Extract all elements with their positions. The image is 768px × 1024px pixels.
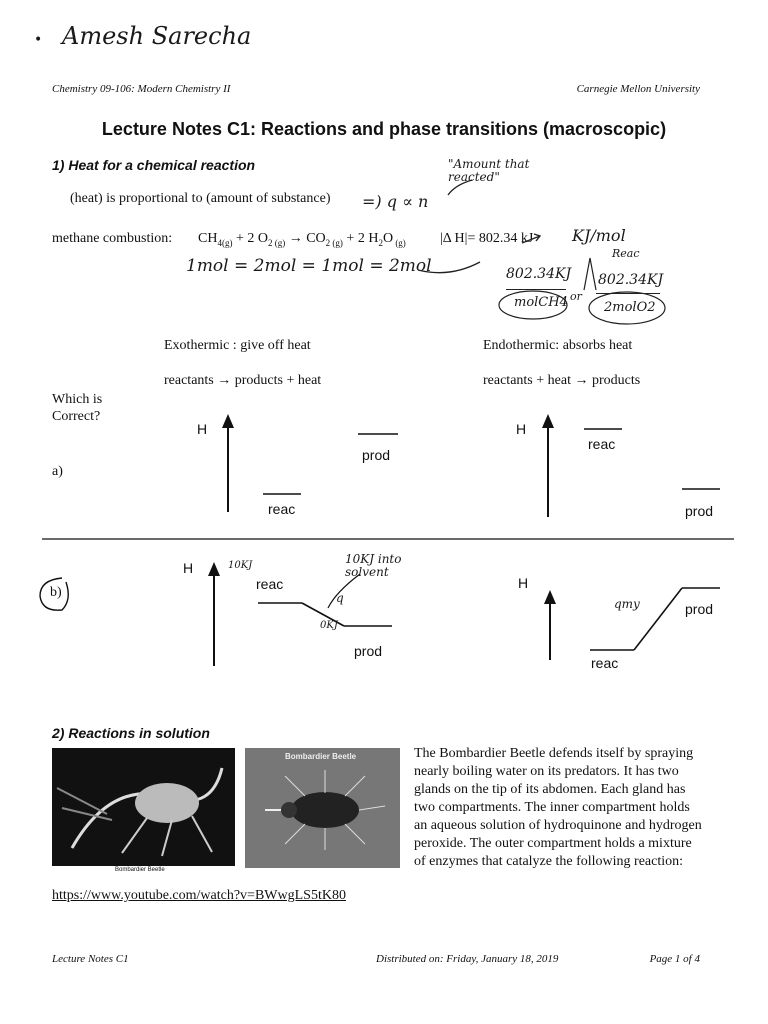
exothermic-definition: Exothermic : give off heat — [164, 338, 311, 353]
diagram-b-left-prod-label: prod — [354, 643, 383, 659]
handwritten-mole-ratio: 1mol = 2mol = 1mol = 2mol — [186, 256, 432, 276]
handwritten-signature: Amesh Sarecha — [62, 22, 252, 50]
proportional-statement: (heat) is proportional to (amount of substance) — [70, 191, 331, 206]
youtube-link[interactable]: https://www.youtube.com/watch?v=BWwgLS5tK80 — [52, 888, 346, 903]
diagram-a-left-reac-label: reac — [268, 501, 296, 517]
beetle-photo — [52, 748, 235, 866]
section-heading-heat: 1) Heat for a chemical reaction — [52, 157, 256, 173]
option-b-label: b) — [50, 585, 62, 600]
footer-page-number: Page 1 of 4 — [649, 953, 700, 965]
exothermic-equation: reactants → products + heat — [164, 373, 322, 388]
university-header: Carnegie Mellon University — [576, 83, 700, 95]
beetle-photo-caption: Bombardier Beetle — [115, 867, 165, 873]
endothermic-equation: reactants + heat → products — [483, 373, 641, 388]
which-is-correct: Which is Correct? — [52, 392, 103, 424]
delta-h-value: |Δ H|= 802.34 kJ — [440, 231, 534, 246]
diagram-a-left-h-axis: H — [197, 421, 208, 437]
pen-mark: • — [34, 32, 43, 48]
beetle-diagram — [245, 748, 400, 868]
handwritten-fraction-1-numerator: 802.34KJ — [506, 266, 572, 282]
handwritten-kj-per-mol: KJ/mol — [572, 226, 626, 245]
diagram-b-right-h-axis: H — [518, 575, 529, 591]
endothermic-definition: Endothermic: absorbs heat — [483, 338, 633, 353]
page-title: Lecture Notes C1: Reactions and phase transitions (macroscopic) — [101, 119, 667, 139]
footer-left: Lecture Notes C1 — [52, 953, 129, 965]
handwritten-fraction-2-denominator: 2molO2 — [604, 300, 656, 315]
option-a-label: a) — [52, 464, 63, 479]
diagram-a-left-prod-label: prod — [362, 447, 391, 463]
diagram-b-right-q-note: qmy — [614, 597, 640, 611]
section-heading-solution: 2) Reactions in solution — [52, 725, 210, 741]
diagram-a-right-reac-label: reac — [588, 436, 616, 452]
beetle-photo-illustration — [52, 748, 235, 866]
handwritten-or: or — [570, 290, 582, 303]
handwritten-reac: Reac — [612, 247, 640, 260]
handwritten-q-proportional-n: =) q ∝ n — [362, 192, 429, 211]
beetle-paragraph: The Bombardier Beetle defends itself by spraying nearly boiling water on its predators. It has two glands on the tip of its abdomen. Each gland has two compartments. The inner compartment holds an aqueous solution of hydroquinone and hydrogen peroxide. The outer compartment holds a mixture of enzymes that catalyze the following reaction: — [414, 746, 702, 869]
handwritten-fraction-1-denominator: molCH4 — [514, 295, 568, 310]
diagram-b-left-h-axis: H — [183, 560, 194, 576]
beetle-diagram-illustration — [245, 748, 400, 868]
diagram-b-right-reac-label: reac — [591, 655, 619, 671]
diagram-b-left-10kj-note: 10KJ — [228, 560, 253, 571]
handwritten-amount-note: "Amount that reacted" — [448, 157, 530, 184]
footer-center: Distributed on: Friday, January 18, 2019 — [376, 953, 559, 965]
diagram-a-right-prod-label: prod — [685, 503, 714, 519]
diagram-b-right-prod-label: prod — [685, 601, 714, 617]
methane-label: methane combustion: — [52, 231, 173, 246]
beetle-diagram-title: Bombardier Beetle — [285, 752, 357, 761]
diagram-b-left-reac-label: reac — [256, 576, 284, 592]
diagram-b-left-0kj-note: 0KJ — [320, 620, 338, 631]
diagram-a-right-h-axis: H — [516, 421, 527, 437]
handwritten-fraction-2-numerator: 802.34KJ — [598, 272, 664, 288]
course-header: Chemistry 09-106: Modern Chemistry II — [52, 83, 231, 95]
diagram-b-left-solvent-note: 10KJ into solvent — [345, 552, 402, 579]
methane-equation: $CH_{4(g)} + 2$ $O_{2 (g)} \to CO_{2 (g)} + 2$ $H_2O$ $_{(g)}$ — [198, 231, 406, 248]
diagram-b-left-q-note: q — [336, 591, 344, 605]
